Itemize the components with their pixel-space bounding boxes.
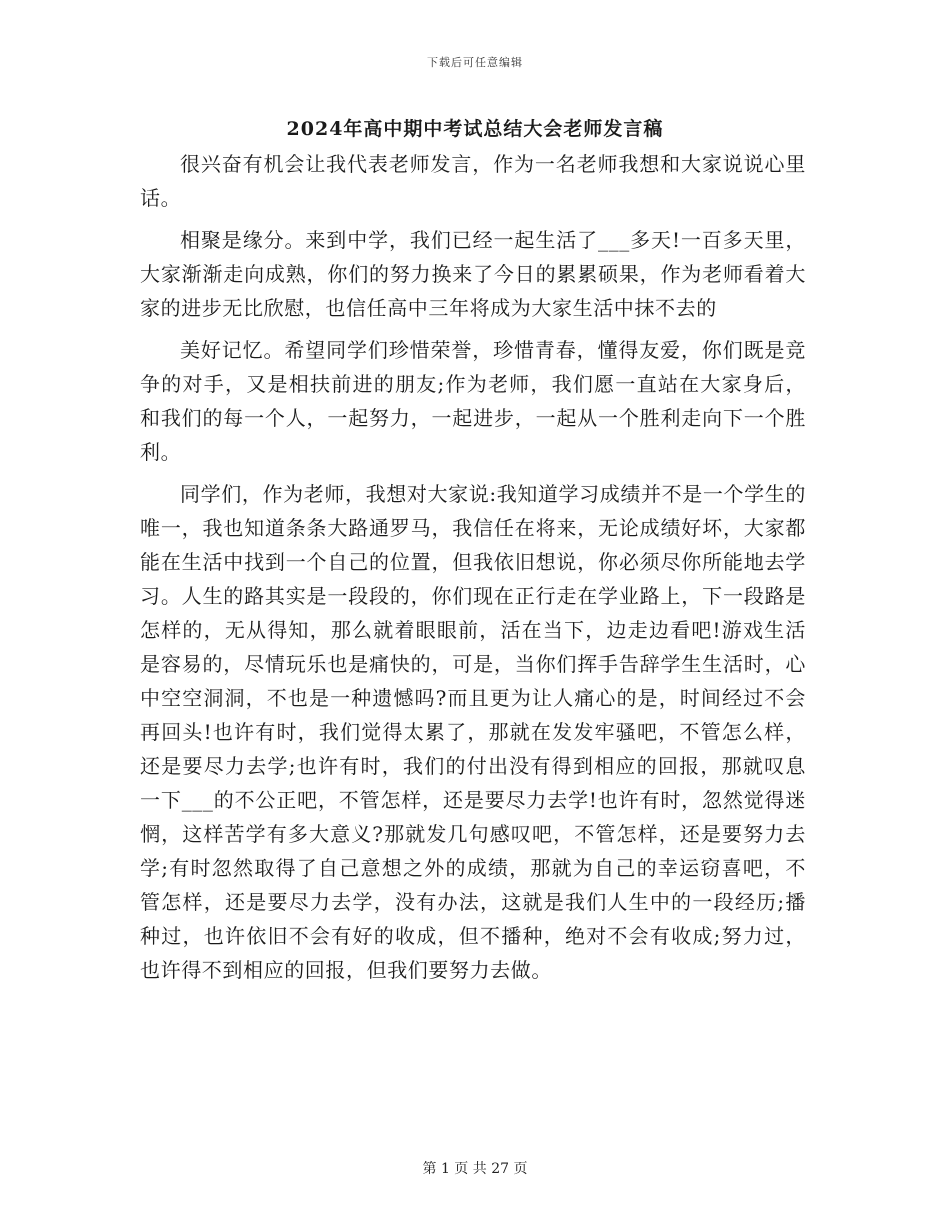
document-title: 2024年高中期中考试总结大会老师发言稿 [286,118,664,140]
paragraph-1: 很兴奋有机会让我代表老师发言，作为一名老师我想和大家说说心里话。 [140,152,806,210]
page-number: 第 1 页 共 27 页 [422,1161,528,1177]
paragraph-4: 同学们，作为老师，我想对大家说:我知道学习成绩并不是一个学生的唯一，我也知道条条大路通罗马，我信任在将来，无论成绩好坏，大家都能在生活中找到一个自己的位置，但我依旧想说，你必须尽你所能地去学习。人生的路其实是一段段的，你们现在正行走在学业路上，下一段路是怎样的，无从得知，那么就着眼眼前，活在当下，边走边看吧!游戏生活是容易的，尽情玩乐也是痛快的，可是，当你们挥手告辞学生生活时，心中空空洞洞，不也是一种遗憾吗?而且更为让人痛心的是，时间经过不会再回头!也许有时，我们觉得太累了，那就在发发牢骚吧，不管怎么样，还是要尽力去学;也许有时，我们的付出没有得到相应的回报，那就叹息一下___的不公正吧，不管怎样，还是要尽力去学!也许有时，忽然觉得迷惘，这样苦学有多大意义?那就发几句感叹吧，不管怎样，还是要努力去学;有时忽然取得了自己意想之外的成绩，那就为自己的幸运窃喜吧，不管怎样，还是要尽力去学，没有办法，这就是我们人生中的一段经历;播种过，也许依旧不会有好的收成，但不播种，绝对不会有收成;努力过，也许得不到相应的回报，但我们要努力去做。 [140,482,806,982]
paragraph-3: 美好记忆。希望同学们珍惜荣誉，珍惜青春，懂得友爱，你们既是竞争的对手，又是相扶前进的朋友;作为老师，我们愿一直站在大家身后，和我们的每一个人，一起努力，一起进步，一起从一个胜利走向下一个胜利。 [140,338,806,464]
document-body [140,147,806,995]
header-note: 下载后可任意编辑 [427,56,523,69]
paragraph-2: 相聚是缘分。来到中学，我们已经一起生活了___多天!一百多天里，大家渐渐走向成熟，你们的努力换来了今日的累累硕果，作为老师看着大家的进步无比欣慰，也信任高中三年将成为大家生活中抹不去的 [140,228,806,320]
